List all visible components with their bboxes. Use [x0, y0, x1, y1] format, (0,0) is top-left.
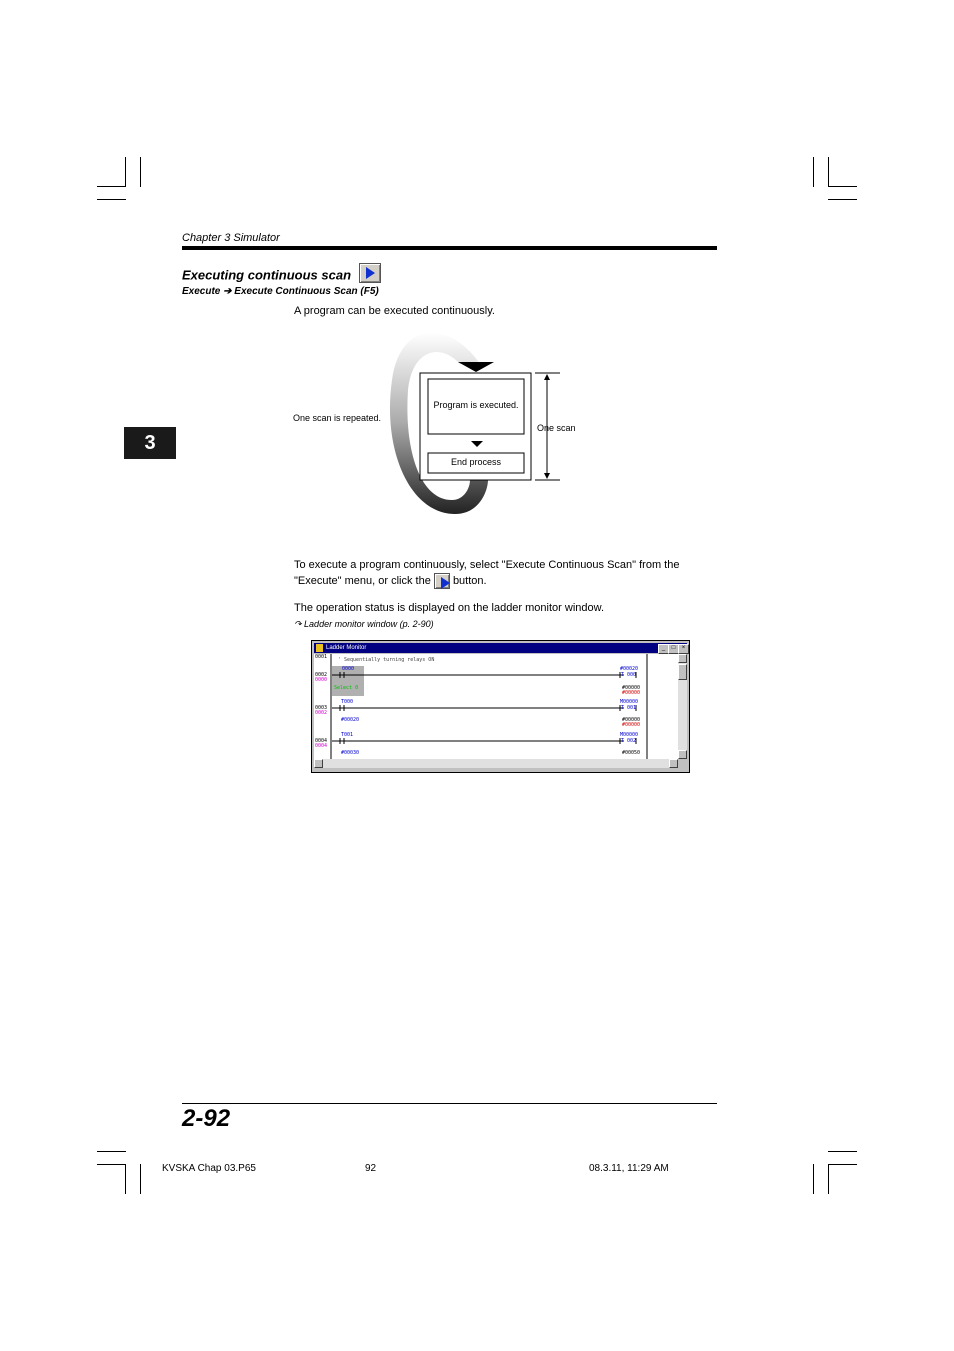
continuous-scan-button[interactable] — [359, 263, 381, 283]
crop-mark — [97, 1164, 126, 1165]
reference-link[interactable] — [294, 619, 434, 630]
crop-mark — [140, 1164, 141, 1194]
maximize-button[interactable]: □ — [668, 644, 679, 654]
crop-mark — [97, 1151, 126, 1152]
continuous-scan-button-inline[interactable] — [434, 573, 450, 589]
rung-comment: ' Sequentially turning relays ON — [338, 657, 435, 663]
contact-label: T000 — [341, 699, 354, 705]
paragraph-line — [294, 573, 487, 589]
coil-label: #00050 — [622, 750, 641, 756]
scan-cycle-diagram — [380, 320, 590, 520]
crop-mark — [813, 1164, 814, 1194]
close-button[interactable]: × — [678, 644, 689, 654]
rung-number: 0001 — [315, 654, 328, 660]
scroll-right-button[interactable] — [669, 759, 678, 768]
crop-mark — [828, 199, 857, 200]
coil-label: T 002 — [621, 738, 637, 744]
rung-sub: 0004 — [315, 743, 328, 749]
scroll-left-button[interactable] — [314, 759, 323, 768]
coil-label: #00000 — [622, 685, 641, 691]
crop-mark — [828, 186, 857, 187]
scroll-up-button[interactable] — [678, 654, 687, 663]
contact-label: T001 — [341, 732, 354, 738]
coil-label: #00000 — [622, 722, 641, 728]
window-titlebar[interactable] — [314, 643, 687, 653]
crop-mark — [97, 199, 126, 200]
rung-sub: 0002 — [315, 710, 328, 716]
rung-number: 0003 — [315, 705, 328, 711]
rung-number: 0002 — [315, 672, 328, 678]
program-executed-label: Program is executed. — [433, 400, 519, 410]
chapter-header: Chapter 3 Simulator — [182, 232, 280, 244]
reference-text: Ladder monitor window (p. 2-90) — [304, 619, 434, 629]
paragraph-text: button. — [452, 574, 487, 587]
window-title: Ladder Monitor — [326, 645, 367, 651]
coil-label: #00000 — [622, 690, 641, 696]
contact-label: Select 0 — [334, 685, 359, 691]
rung-number: 0004 — [315, 738, 328, 744]
reference-icon: ↷ — [294, 619, 305, 629]
coil-label: #00020 — [620, 666, 639, 672]
paragraph-line: To execute a program continuously, select "Execute Continuous Scan" from the — [294, 559, 680, 571]
section-title-row — [182, 266, 381, 286]
vertical-scrollbar[interactable] — [678, 654, 687, 759]
crop-mark — [828, 1164, 857, 1165]
coil-label: M00000 — [620, 699, 639, 705]
coil-label: M00000 — [620, 732, 639, 738]
footer-timestamp: 08.3.11, 11:29 AM — [589, 1163, 669, 1174]
footer-page: 92 — [365, 1163, 377, 1174]
coil-label: #00000 — [622, 717, 641, 723]
header-rule — [182, 246, 717, 250]
crop-mark — [828, 1151, 857, 1152]
ladder-canvas[interactable] — [314, 654, 678, 759]
repeat-arrow-head — [458, 362, 494, 372]
crop-mark — [140, 157, 141, 187]
section-title: Executing continuous scan — [182, 267, 352, 283]
one-scan-label: One scan — [537, 423, 576, 433]
footer-file: KVSKA Chap 03.P65 — [162, 1163, 256, 1174]
scroll-down-button[interactable] — [678, 750, 687, 759]
ladder-monitor-window — [311, 640, 690, 773]
rung-sub: 0000 — [315, 677, 328, 683]
crop-mark — [828, 1164, 829, 1194]
paragraph-line: The operation status is displayed on the ladder monitor window. — [294, 602, 605, 614]
page-number: 2-92 — [182, 1105, 231, 1132]
crop-mark — [125, 1164, 126, 1194]
scroll-thumb[interactable] — [678, 664, 687, 680]
coil-label: T 000 — [621, 672, 637, 678]
chapter-tab: 3 — [124, 427, 176, 459]
app-icon — [316, 644, 323, 652]
horizontal-scrollbar[interactable] — [314, 759, 678, 768]
scan-repeated-label: One scan is repeated. — [293, 413, 382, 423]
menu-path: Execute ➔ Execute Continuous Scan (F5) — [182, 286, 379, 297]
contact-label: #00030 — [341, 750, 360, 756]
coil-label: T 001 — [621, 705, 637, 711]
end-process-label: End process — [450, 457, 502, 467]
paragraph-text: "Execute" menu, or click the — [294, 574, 431, 587]
crop-mark — [828, 157, 829, 187]
crop-mark — [97, 186, 126, 187]
contact-label: 0000 — [342, 666, 355, 672]
minimize-button[interactable]: _ — [658, 644, 669, 654]
crop-mark — [125, 157, 126, 187]
intro-text: A program can be executed continuously. — [294, 305, 495, 317]
contact-label: #00020 — [341, 717, 360, 723]
crop-mark — [813, 157, 814, 187]
footer-rule — [182, 1103, 717, 1104]
